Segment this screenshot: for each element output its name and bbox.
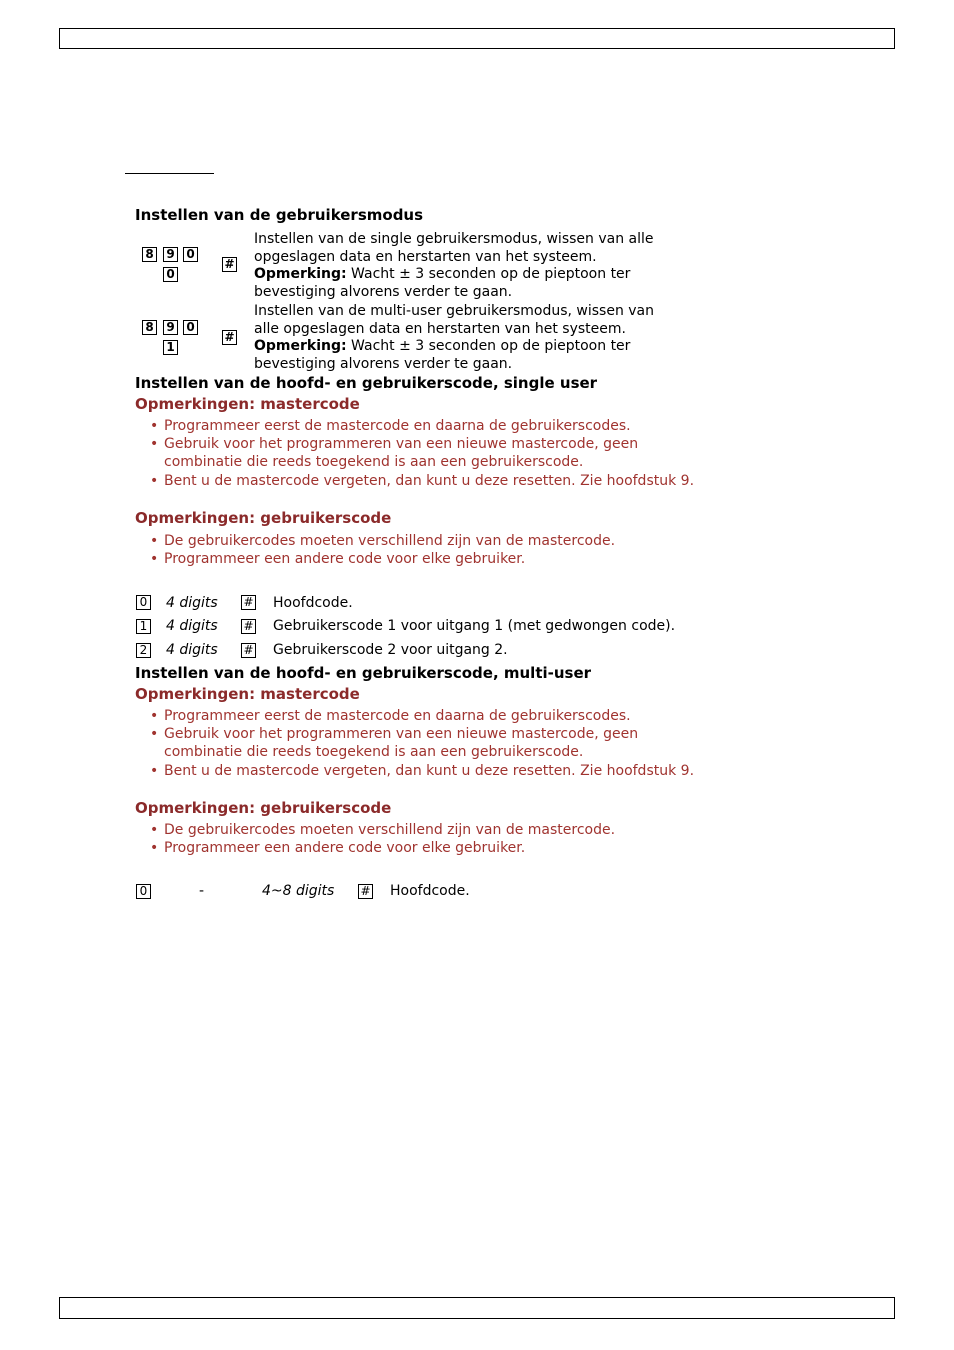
list-item: • Gebruik voor het programmeren van een nieuwe mastercode, geen combinatie die reeds toegekend is aan een gebruikerscode. <box>135 725 695 761</box>
list-item: • De gebruikercodes moeten verschillend zijn van de mastercode. <box>135 532 695 550</box>
key-2: 2 <box>136 643 151 658</box>
single-user-notes-title: Opmerkingen: gebruikerscode <box>135 509 392 527</box>
multi-master-notes-title: Opmerkingen: mastercode <box>135 685 360 703</box>
key-hash: # <box>241 643 256 658</box>
list-item: • Bent u de mastercode vergeten, dan kunt u deze resetten. Zie hoofdstuk 9. <box>135 472 695 490</box>
multi-mode-text: Instellen van de multi-user gebruikersmodus, wissen van alle opgeslagen data en herstarten van het systeem. <box>254 303 655 337</box>
key-0-bottom: 0 <box>163 267 178 282</box>
section-rule <box>125 173 214 174</box>
key-9: 9 <box>163 247 178 262</box>
multi-mode-note-label: Opmerking: <box>254 338 347 354</box>
list-item: • Bent u de mastercode vergeten, dan kunt u deze resetten. Zie hoofdstuk 9. <box>135 762 695 780</box>
digits-label: 4 digits <box>166 595 218 611</box>
key-0: 0 <box>136 884 151 899</box>
key-1: 1 <box>136 619 151 634</box>
row-label: Gebruikerscode 1 voor uitgang 1 (met gedwongen code). <box>273 618 676 634</box>
single-mode-description <box>254 231 674 301</box>
key-hash: # <box>358 884 373 899</box>
single-master-notes <box>135 417 695 490</box>
list-item: • Programmeer eerst de mastercode en daarna de gebruikerscodes. <box>135 707 695 725</box>
footer-frame <box>59 1297 895 1319</box>
row-label: Gebruikerscode 2 voor uitgang 2. <box>273 642 508 658</box>
key-hash: # <box>241 595 256 610</box>
multi-mode-note-text: Wacht ± 3 seconden op de pieptoon ter bevestiging alvorens verder te gaan. <box>254 338 631 372</box>
list-item: • Programmeer een andere code voor elke gebruiker. <box>135 839 695 857</box>
usermode-title: Instellen van de gebruikersmodus <box>135 206 424 224</box>
single-mode-note-label: Opmerking: <box>254 266 347 282</box>
list-item: • Gebruik voor het programmeren van een nieuwe mastercode, geen combinatie die reeds toegekend is aan een gebruikerscode. <box>135 435 695 471</box>
header-frame <box>59 28 895 49</box>
key-0: 0 <box>136 595 151 610</box>
list-item: • Programmeer een andere code voor elke gebruiker. <box>135 550 695 568</box>
key-hash: # <box>222 330 237 345</box>
multi-user-title: Instellen van de hoofd- en gebruikerscode, multi-user <box>135 664 592 682</box>
list-item: • Programmeer eerst de mastercode en daarna de gebruikerscodes. <box>135 417 695 435</box>
single-master-notes-title: Opmerkingen: mastercode <box>135 395 360 413</box>
single-user-title: Instellen van de hoofd- en gebruikerscode, single user <box>135 374 598 392</box>
range-dash: - <box>199 883 205 899</box>
key-0: 0 <box>183 320 198 335</box>
single-mode-note-text: Wacht ± 3 seconden op de pieptoon ter bevestiging alvorens verder te gaan. <box>254 266 631 300</box>
digits-label: 4~8 digits <box>262 883 335 899</box>
list-item: • De gebruikercodes moeten verschillend zijn van de mastercode. <box>135 821 695 839</box>
digits-label: 4 digits <box>166 642 218 658</box>
multi-user-notes-title: Opmerkingen: gebruikerscode <box>135 799 392 817</box>
key-9: 9 <box>163 320 178 335</box>
single-mode-text: Instellen van de single gebruikersmodus, wissen van alle opgeslagen data en herstarten van het systeem. <box>254 231 654 265</box>
row-label: Hoofdcode. <box>273 595 353 611</box>
key-8: 8 <box>142 320 157 335</box>
multi-user-notes <box>135 821 695 857</box>
row-label: Hoofdcode. <box>390 883 470 899</box>
digits-label: 4 digits <box>166 618 218 634</box>
key-1-bottom: 1 <box>163 340 178 355</box>
multi-master-notes <box>135 707 695 780</box>
key-8: 8 <box>142 247 157 262</box>
single-user-notes <box>135 532 695 568</box>
key-0: 0 <box>183 247 198 262</box>
key-hash: # <box>222 257 237 272</box>
multi-mode-description <box>254 303 674 373</box>
key-hash: # <box>241 619 256 634</box>
